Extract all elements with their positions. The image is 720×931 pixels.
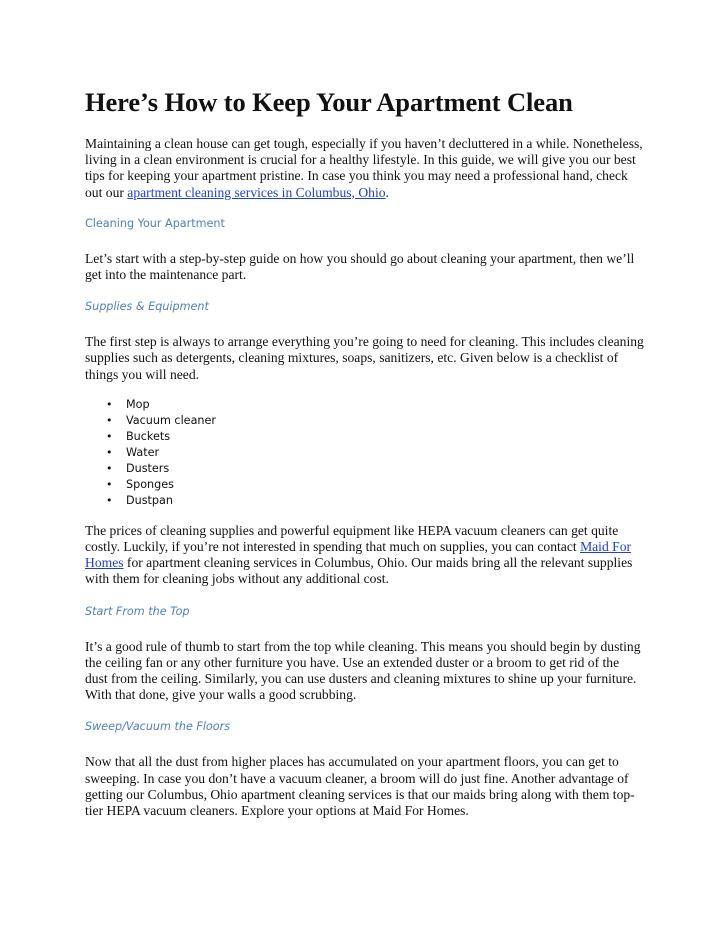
subheading-floors: Sweep/Vacuum the Floors (85, 720, 231, 734)
list-item (106, 461, 645, 477)
prices-text: The prices of cleaning supplies and powerful equipment like HEPA vacuum cleaners can get quite costly. Luckily, if you’re not interested in spending that much on supplies, you can contact (85, 522, 619, 555)
list-item-label: Dusters (126, 461, 170, 475)
section-heading-cleaning: Cleaning Your Apartment (85, 216, 225, 230)
list-item-label: Dustpan (126, 493, 173, 507)
list-item (106, 493, 645, 509)
prices-text-end: for apartment cleaning services in Columbus, Ohio. Our maids bring all the relevant supplies with them for cleaning jobs without any additional cost. (85, 555, 633, 587)
bullet-icon: • (106, 397, 113, 411)
list-item-label: Buckets (126, 429, 171, 443)
bullet-icon: • (106, 429, 113, 443)
list-item-label: Mop (126, 397, 150, 411)
list-item (106, 445, 645, 461)
intro-text-end: . (385, 184, 389, 200)
list-item (106, 429, 645, 445)
list-item-label: Sponges (126, 477, 174, 491)
list-item (106, 397, 645, 413)
page-title: Here’s How to Keep Your Apartment Clean (85, 87, 573, 117)
intro-text: Maintaining a clean house can get tough, especially if you haven’t decluttered in a while. Nonetheless, living in a clean environment is crucial for a healthy lifestyle. In this guide, we will give you our best tips for keeping your apartment pristine. In case you think you may need a professional hand, check out our (85, 136, 643, 200)
bullet-icon: • (106, 413, 113, 427)
start-top-paragraph: It’s a good rule of thumb to start from the top while cleaning. This means you should begin by dusting the ceiling fan or any other furniture you have. Use an extended duster or a broom to get rid of the dust from the ceiling. Similarly, you can use dusters and cleaning mixtures to shine up your furniture. With that done, give your walls a good scrubbing. (85, 638, 641, 703)
list-item-label: Vacuum cleaner (126, 413, 216, 427)
list-item-label: Water (126, 445, 160, 459)
supplies-paragraph: The first step is always to arrange everything you’re going to need for cleaning. This includes cleaning supplies such as detergents, cleaning mixtures, soaps, sanitizers, etc. Given below is a checklist of things you will need. (85, 334, 644, 382)
cleaning-paragraph: Let’s start with a step-by-step guide on how you should go about cleaning your apartment, then we’ll get into the maintenance part. (85, 250, 635, 283)
bullet-icon: • (106, 493, 113, 507)
prices-paragraph (85, 523, 645, 588)
list-item (106, 477, 645, 493)
floors-paragraph: Now that all the dust from higher places has accumulated on your apartment floors, you can get to sweeping. In case you don’t have a vacuum cleaner, a broom will do just fine. Another advantage of getting our Columbus, Ohio apartment cleaning services is that our maids bring along with them top-tier HEPA vacuum cleaners. Explore your options at Maid For Homes. (85, 754, 635, 819)
bullet-icon: • (106, 445, 113, 459)
intro-paragraph (85, 136, 645, 201)
list-item (106, 413, 645, 429)
bullet-icon: • (106, 477, 113, 491)
document-page (85, 84, 645, 819)
subheading-supplies: Supplies & Equipment (85, 300, 209, 314)
bullet-icon: • (106, 461, 113, 475)
supplies-checklist (85, 397, 645, 509)
services-link[interactable]: apartment cleaning services in Columbus, Ohio (127, 184, 386, 200)
maid-for-homes-link[interactable]: Maid For Homes (85, 539, 632, 571)
subheading-start-top: Start From the Top (85, 604, 190, 618)
